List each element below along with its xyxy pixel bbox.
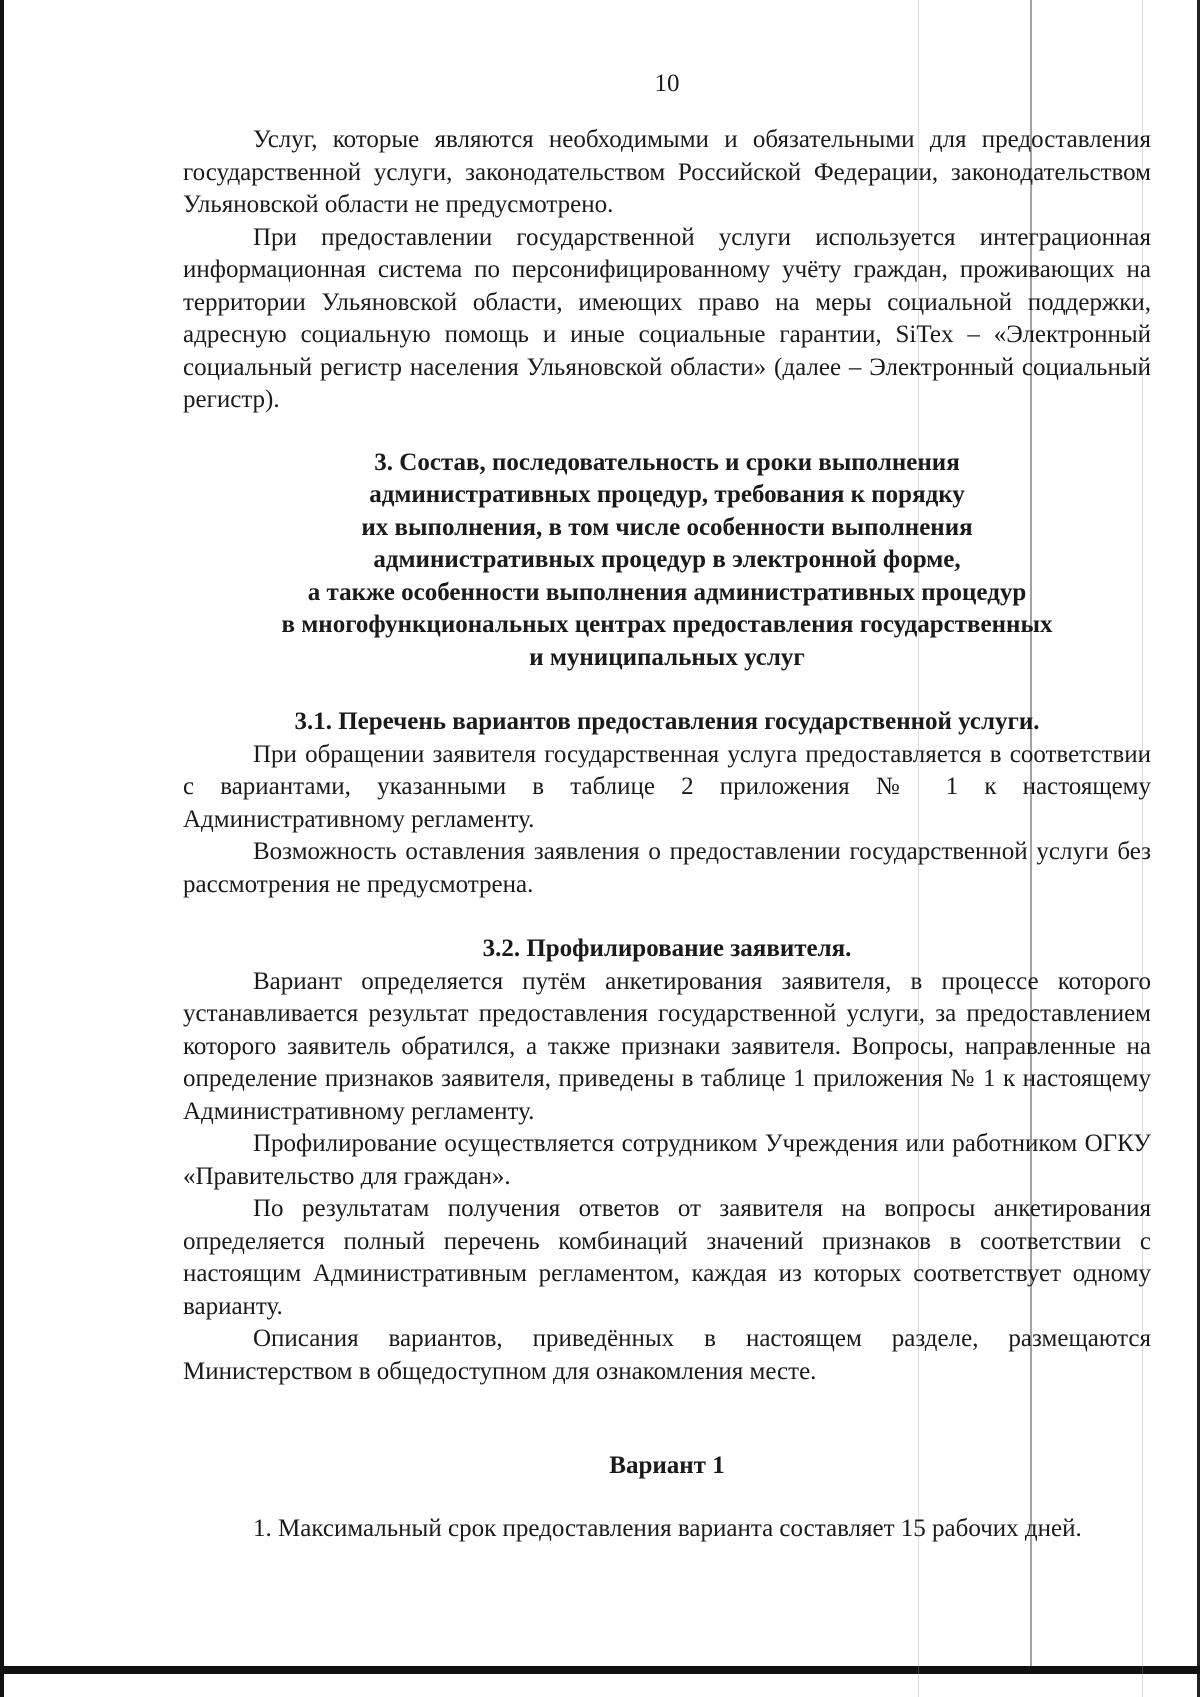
heading-line: их выполнения, в том числе особенности выполнения xyxy=(361,513,973,541)
scan-left-border xyxy=(0,0,4,1697)
paragraph: По результатам получения ответов от заявителя на вопросы анкетирования определяется полный перечень комбинаций значений признаков в соответствии с настоящим Административным регламентом, каждая из которых соответствует одному варианту. xyxy=(183,1195,1151,1320)
section-3-1-heading: 3.1. Перечень вариантов предоставления государственной услуги. xyxy=(294,708,1040,735)
heading-line: в многофункциональных центрах предоставления государственных xyxy=(281,611,1053,638)
heading-line: а также особенности выполнения административных процедур xyxy=(307,578,1027,606)
variant-1-body xyxy=(183,1513,1151,1546)
heading-line: и муниципальных услуг xyxy=(529,643,805,671)
intro-block xyxy=(183,124,1151,417)
paragraph: 1. Максимальный срок предоставления варианта составляет 15 рабочих дней. xyxy=(253,1514,1082,1542)
section-3-2-heading: 3.2. Профилирование заявителя. xyxy=(482,935,852,962)
document-page xyxy=(183,58,1151,1545)
paragraph: Возможность оставления заявления о предоставлении государственной услуги без рассмотрения не предусмотрена. xyxy=(183,838,1151,898)
section-3-heading xyxy=(183,447,1151,675)
paragraph: Вариант определяется путём анкетирования заявителя, в процессе которого устанавливается результат предоставления государственной услуги, за предоставлением которого заявитель обратился, а также признаки заявителя. Вопросы, направленные на определение признаков заявителя, приведены в таблице 1 приложения № 1 к настоящему Административному регламенту. xyxy=(183,967,1151,1125)
variant-1-heading: Вариант 1 xyxy=(609,1452,725,1479)
section-3-1-body xyxy=(183,739,1151,902)
heading-line: административных процедур в электронной форме, xyxy=(373,546,961,573)
heading-line: 3. Состав, последовательность и сроки выполнения xyxy=(374,448,960,476)
paragraph: При обращении заявителя государственная услуга предоставляется в соответствии с вариантами, указанными в таблице 2 приложения № 1 к настоящему Административному регламенту. xyxy=(183,740,1151,833)
paragraph: Услуг, которые являются необходимыми и обязательными для предоставления государственной услуги, законодательством Российской Федерации, законодательством Ульяновской области не предусмотрено. xyxy=(183,126,1151,218)
paragraph: При предоставлении государственной услуги используется интеграционная информационная система по персонифицированному учёту граждан, проживающих на территории Ульяновской области, имеющих право на меры социальной поддержки, адресную социальную помощь и иные социальные гарантии, SiTex – «Электронный социальный регистр населения Ульяновской области» (далее – Электронный социальный регистр). xyxy=(183,223,1151,413)
page-number: 10 xyxy=(654,70,680,97)
heading-line: административных процедур, требования к порядку xyxy=(369,481,965,508)
paragraph: Описания вариантов, приведённых в настоящем разделе, размещаются Министерством в общедоступном для ознакомления месте. xyxy=(183,1325,1151,1385)
paragraph: Профилирование осуществляется сотрудником Учреждения или работником ОГКУ «Правительство для граждан». xyxy=(183,1130,1151,1190)
section-3-2-body xyxy=(183,966,1151,1389)
scan-bottom-border xyxy=(0,1666,1200,1674)
